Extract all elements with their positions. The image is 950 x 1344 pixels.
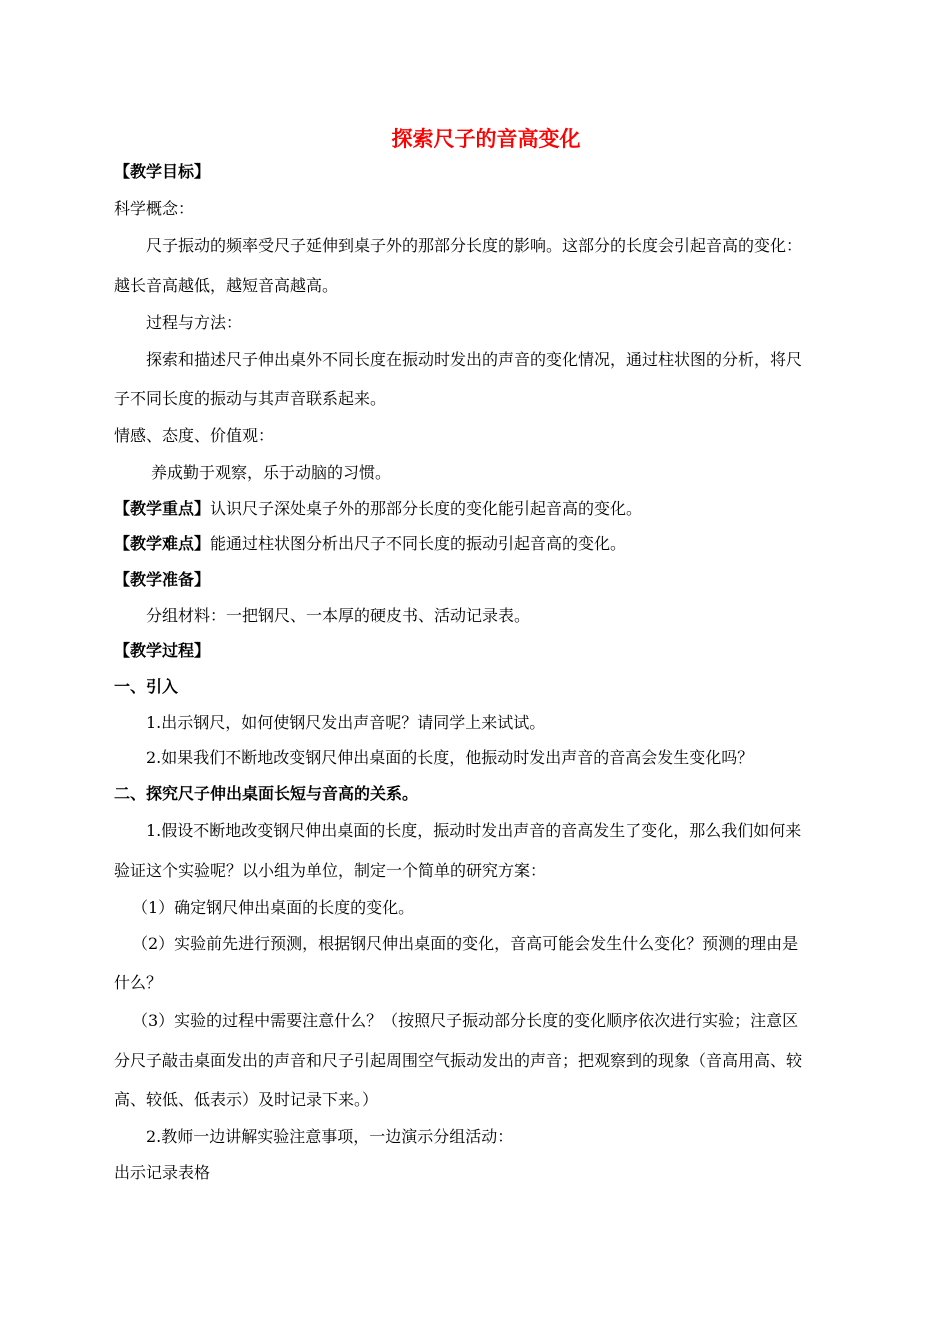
section1-item-2: 2.如果我们不断地改变钢尺伸出桌面的长度，他振动时发出声音的音高会发生变化吗？ xyxy=(146,748,754,767)
section2-sub-3-line-3: 高、较低、低表示）及时记录下来。） xyxy=(114,1090,379,1109)
objectives-heading: 【教学目标】 xyxy=(114,162,211,181)
section2-sub-1: （1）确定钢尺伸出桌面的长度的变化。 xyxy=(132,898,415,917)
attitude-text: 养成勤于观察，乐于动脑的习惯。 xyxy=(151,463,392,482)
method-text-line-1: 探索和描述尺子伸出桌外不同长度在振动时发出的声音的变化情况，通过柱状图的分析，将尺 xyxy=(146,350,803,369)
section2-sub-2-line-2: 什么？ xyxy=(114,973,163,992)
method-text-line-2: 子不同长度的振动与其声音联系起来。 xyxy=(114,389,387,408)
difficulty-text: 能通过柱状图分析出尺子不同长度的振动引起音高的变化。 xyxy=(210,534,627,553)
page-title: 探索尺子的音高变化 xyxy=(391,126,581,151)
show-table-text: 出示记录表格 xyxy=(114,1163,211,1182)
key-point xyxy=(114,499,642,519)
concept-text-line-2: 越长音高越低，越短音高越高。 xyxy=(114,276,339,295)
method-label: 过程与方法： xyxy=(146,313,243,332)
difficulty xyxy=(114,534,626,554)
section2-item-1-line-2: 验证这个实验呢？以小组为单位，制定一个简单的研究方案： xyxy=(114,861,547,880)
key-point-label: 【教学重点】 xyxy=(114,499,211,518)
key-point-text: 认识尺子深处桌子外的那部分长度的变化能引起音高的变化。 xyxy=(210,499,643,518)
section1-item-1: 1.出示钢尺，如何使钢尺发出声音呢？请同学上来试试。 xyxy=(146,713,546,732)
section2-heading: 二、探究尺子伸出桌面长短与音高的关系。 xyxy=(114,784,419,803)
process-heading: 【教学过程】 xyxy=(114,641,211,660)
section2-sub-3-line-1: （3）实验的过程中需要注意什么？（按照尺子振动部分长度的变化顺序依次进行实验；注意区 xyxy=(132,1011,799,1030)
section2-sub-2-line-1: （2）实验前先进行预测，根据钢尺伸出桌面的变化，音高可能会发生什么变化？预测的理由是 xyxy=(132,934,799,953)
preparation-text: 分组材料：一把钢尺、一本厚的硬皮书、活动记录表。 xyxy=(146,606,531,625)
difficulty-label: 【教学难点】 xyxy=(114,534,211,553)
section2-sub-3-line-2: 分尺子敲击桌面发出的声音和尺子引起周围空气振动发出的声音；把观察到的现象（音高用高、较 xyxy=(114,1051,803,1070)
section1-heading: 一、引入 xyxy=(114,677,179,696)
section2-item-2: 2.教师一边讲解实验注意事项，一边演示分组活动： xyxy=(146,1127,514,1146)
concept-text-line-1: 尺子振动的频率受尺子延伸到桌子外的那部分长度的影响。这部分的长度会引起音高的变化： xyxy=(146,236,803,255)
section2-item-1-line-1: 1.假设不断地改变钢尺伸出桌面的长度，振动时发出声音的音高发生了变化，那么我们如何来 xyxy=(146,821,802,840)
preparation-heading: 【教学准备】 xyxy=(114,570,211,589)
attitude-label: 情感、态度、价值观： xyxy=(114,426,275,445)
concept-label: 科学概念： xyxy=(114,199,195,218)
